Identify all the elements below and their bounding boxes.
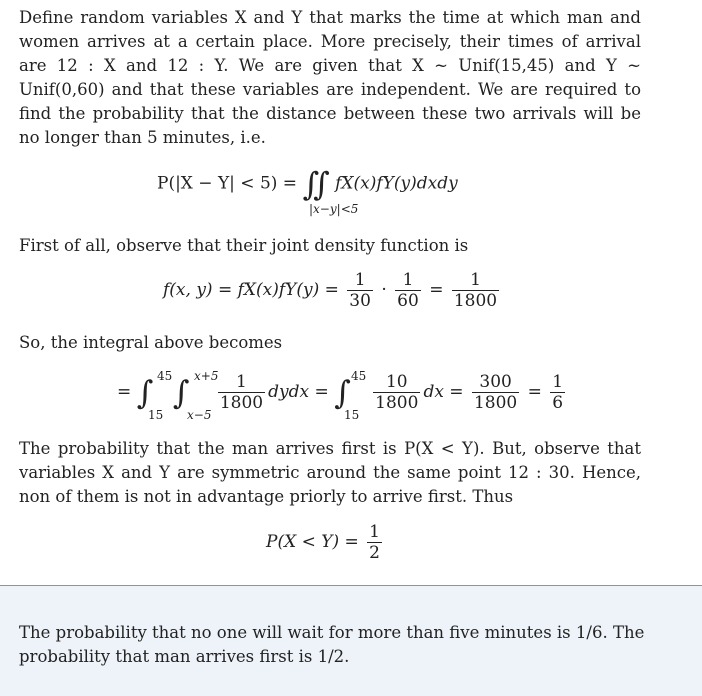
eq2-lhs: f(x, y) = fX(x)fY(y) = — [163, 280, 339, 300]
integral-symbol-inner: ∫ — [172, 373, 190, 412]
int2-lower-limit: x−5 — [187, 408, 212, 422]
equation-joint-density — [163, 270, 502, 311]
final-answer-text: The probability that no one will wait for more than five minutes is 1/6. The probability that man arrives first is 1/2. — [19, 623, 645, 666]
eq4-lhs: P(X < Y) = — [266, 532, 359, 552]
integral-symbol-outer: ∫ — [136, 373, 154, 412]
fraction-10-1800: $\frac{10}{1800}$ — [375, 372, 419, 413]
final-answer-box — [0, 585, 702, 696]
eq3-dx: dx = — [423, 382, 464, 402]
eq2-equals: = — [429, 280, 444, 300]
paragraph-integral-becomes: So, the integral above becomes — [19, 333, 283, 352]
fraction-1-1800-integrand: $\frac{1}{1800}$ — [219, 372, 264, 413]
fraction-1-1800: $\frac{1}{1800}$ — [453, 270, 498, 311]
int3-upper-limit: 45 — [351, 369, 367, 383]
eq3-equals-lead: = — [117, 382, 132, 402]
paragraph-joint-density: First of all, observe that their joint density function is — [19, 236, 469, 255]
paragraph-symmetry: The probability that the man arrives first is P(X < Y). But, observe that variables X and Y are symmetric around the same point 12 : 30. Hence, non of them is not in advantage priorly to arrive first. Thus — [19, 439, 641, 506]
fraction-1-60: $\frac{1}{60}$ — [397, 270, 419, 311]
fraction-300-1800: $\frac{300}{1800}$ — [473, 372, 518, 413]
equation-probability-integral — [157, 165, 458, 203]
eq1-domain: |x−y|<5 — [309, 202, 359, 216]
fraction-1-30: $\frac{1}{30}$ — [349, 270, 371, 311]
eq3-equals: = — [527, 382, 542, 402]
equation-arrival-first — [266, 522, 385, 563]
eq1-integrand: fX(x)fY(y)dxdy — [335, 173, 458, 194]
integral-symbol-single: ∫ — [334, 373, 351, 412]
int1-upper-limit: 45 — [157, 369, 173, 383]
paragraph-definition: Define random variables X and Y that marks the time at which man and women arrives at a certain place. More precisely, their times of arrival are 12 : X and 12 : Y. We are given that X ~ Unif(15,45) and Y ~ Unif(0,60) and that these variables are independent. We are required to find the probability that the distance between these two arrivals will be no longer than 5 minutes, i.e. — [19, 8, 641, 147]
eq3-dydx: dydx = — [268, 382, 329, 402]
fraction-1-6: $\frac{1}{6}$ — [552, 372, 564, 413]
eq2-dot: · — [381, 280, 387, 300]
equation-integral-evaluation — [117, 372, 568, 413]
int2-upper-limit: x+5 — [194, 369, 219, 383]
fraction-1-2: $\frac{1}{2}$ — [369, 522, 380, 563]
int3-lower-limit: 15 — [344, 408, 360, 422]
double-integral-symbol: ∬ — [302, 165, 330, 203]
eq1-lhs: P(|X − Y| < 5) = — [157, 173, 298, 194]
int1-lower-limit: 15 — [148, 408, 164, 422]
